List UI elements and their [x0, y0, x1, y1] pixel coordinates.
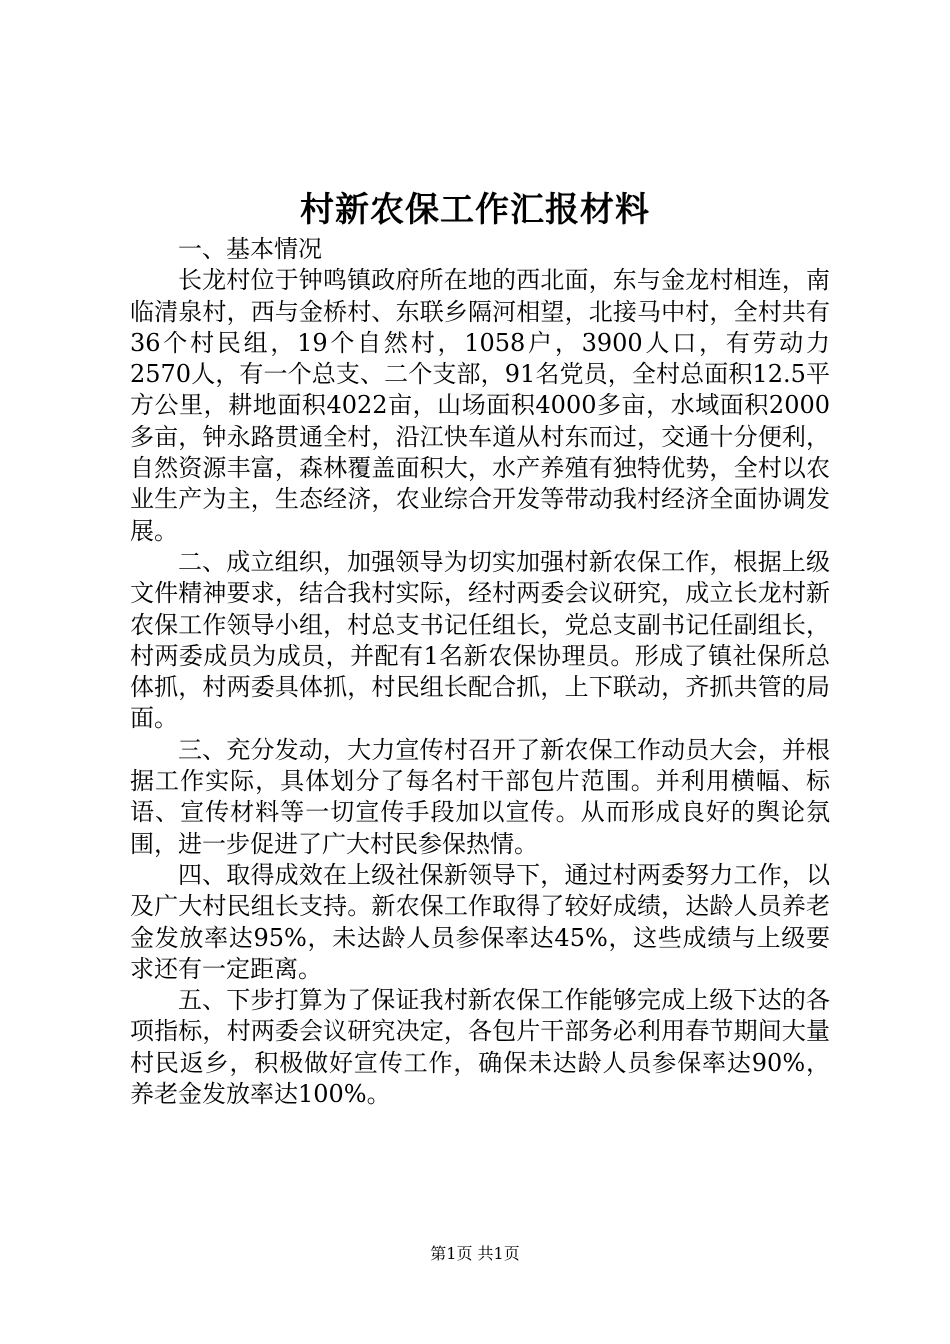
paragraph-basic-info: 长龙村位于钟鸣镇政府所在地的西北面，东与金龙村相连，南临清泉村，西与金桥村、东联乡隔河相望，北接马中村，全村共有36个村民组，19个自然村，1058户，3900人口，有劳动力2570人，有一个总支、二个支部，91名党员，全村总面积12.5平方公里，耕地面积4022亩，山场面积4000多亩，水域面积2000多亩，钟永路贯通全村，沿江快车道从村东而过，交通十分便利，自然资源丰富，森林覆盖面积大，水产养殖有独特优势，全村以农业生产为主，生态经济，农业综合开发等带动我村经济全面协调发展。	[130, 266, 830, 545]
document-body	[130, 234, 830, 1110]
paragraph-results: 四、取得成效在上级社保新领导下，通过村两委努力工作，以及广大村民组长支持。新农保工作取得了较好成绩，达龄人员养老金发放率达95%，未达龄人员参保率达45%，这些成绩与上级要求还有一定距离。	[130, 860, 830, 983]
document-title: 村新农保工作汇报材料	[300, 190, 650, 230]
paragraph-organization: 二、成立组织，加强领导为切实加强村新农保工作，根据上级文件精神要求，结合我村实际，经村两委会议研究，成立长龙村新农保工作领导小组，村总支书记任组长，党总支副书记任副组长，村两委成员为成员，并配有1名新农保协理员。形成了镇社保所总体抓，村两委具体抓，村民组长配合抓，上下联动，齐抓共管的局面。	[130, 547, 830, 733]
paragraph-next-steps: 五、下步打算为了保证我村新农保工作能够完成上级下达的各项指标，村两委会议研究决定，各包片干部务必利用春节期间大量村民返乡，积极做好宣传工作，确保未达龄人员参保率达90%，养老金发放率达100%。	[130, 986, 830, 1109]
paragraph-publicity: 三、充分发动，大力宣传村召开了新农保工作动员大会，并根据工作实际，具体划分了每名村干部包片范围。并利用横幅、标语、宣传材料等一切宣传手段加以宣传。从而形成良好的舆论氛围，进一步促进了广大村民参保热情。	[130, 735, 830, 858]
page-footer: 第1页 共1页	[430, 1244, 520, 1263]
section-heading-basic-info: 一、基本情况	[178, 235, 322, 263]
